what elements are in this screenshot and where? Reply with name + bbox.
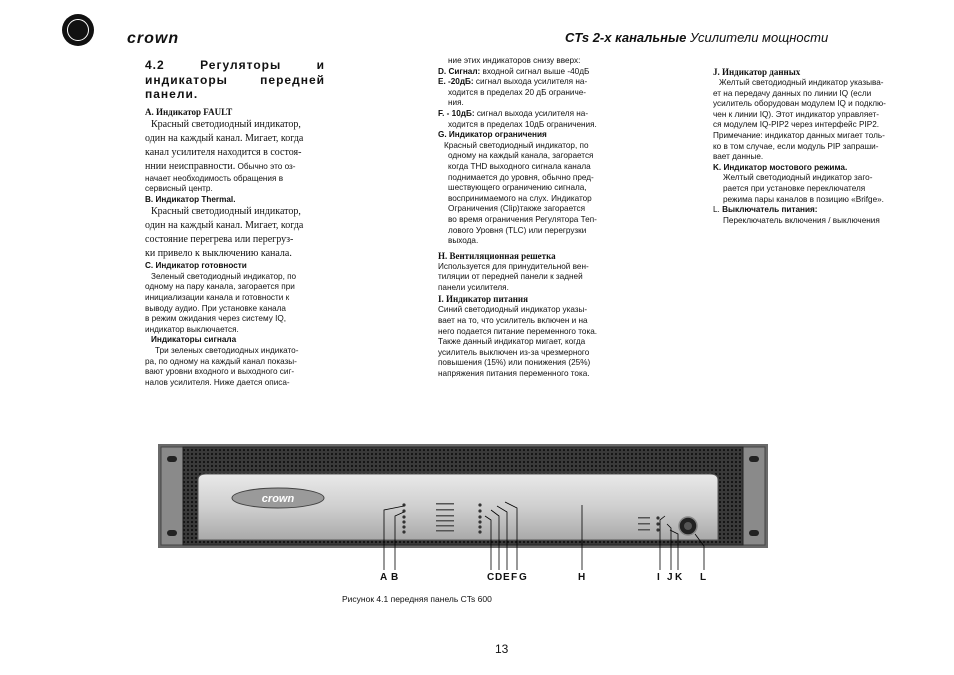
text-line: Примечание: индикатор данных мигает толь- xyxy=(713,130,885,140)
callout-letter-e: E xyxy=(503,572,510,583)
text-line: сервисный центр. xyxy=(145,184,213,194)
text-line: режима пары каналов в позицию «Brifge». xyxy=(723,194,884,204)
text-line: рается при установке переключателя xyxy=(723,183,866,193)
subheading-b: B. Индикатор Thermal. xyxy=(145,194,236,204)
text-line: ки привело к выключению канала. xyxy=(145,248,292,260)
text-line: инициализации канала и готовности к xyxy=(145,293,290,303)
text-line: налов усилителя. Ниже дается описа- xyxy=(145,377,290,387)
subheading-signal: Индикаторы сигнала xyxy=(151,335,237,345)
callout-letter-h: H xyxy=(578,572,586,583)
callout-lines xyxy=(375,500,715,574)
figure-caption: Рисунок 4.1 передняя панель CTs 600 xyxy=(342,594,492,604)
callout-letter-a: A xyxy=(380,572,388,583)
text-line: ходится в пределах 20 дБ ограниче- xyxy=(448,87,587,97)
text-line: Зеленый светодиодный индикатор, по xyxy=(151,271,297,281)
subheading-c: C. Индикатор готовности xyxy=(145,261,247,271)
callout-letter-c: C xyxy=(487,572,495,583)
text-line: ние этих индикаторов снизу вверх: xyxy=(448,56,581,65)
callout-letter-b: B xyxy=(391,572,399,583)
text-line: воспринимаемого на слух. Индикатор xyxy=(448,193,592,203)
text-line: Ограничения (Clip)также загорается xyxy=(448,204,586,214)
text-line: ходится в пределах 10дБ ограничения. xyxy=(448,119,597,129)
column-3 xyxy=(713,66,908,226)
text-line: Используется для принудительной вен- xyxy=(438,261,589,271)
text-line: одному на пару канала, загорается при xyxy=(145,282,295,292)
subheading-k: K. Индикатор мостового режима. xyxy=(713,162,848,172)
text-line: вает на то, что усилитель включен и на xyxy=(438,316,588,326)
text-line: поднимается до уровня, обычно пред- xyxy=(448,172,594,182)
text-line: Красный светодиодный индикатор, xyxy=(151,118,301,130)
text-line: Также данный индикатор мигает, когда xyxy=(438,337,586,347)
text-line: Желтый светодиодный индикатор заго- xyxy=(723,173,873,183)
subheading-j: J. Индикатор данных xyxy=(713,67,801,77)
section-heading: индикаторы передней xyxy=(145,72,325,87)
text-line: когда THD выходного сигнала канала xyxy=(448,161,591,171)
text-line: Красный светодиодный индикатор, по xyxy=(444,140,589,150)
callout-letter-j: J xyxy=(667,572,673,583)
text-line: D. Сигнал: входной сигнал выше -40дБ xyxy=(438,66,590,76)
callout-letter-l: L xyxy=(700,572,707,583)
text-line: Красный светодиодный индикатор, xyxy=(151,206,301,218)
text-line: тиляции от передней панели к задней xyxy=(438,272,583,282)
text-line: ко в том случае, если модуль PIP запраши- xyxy=(713,141,879,151)
text-line: вают уровни входного и выходного сиг- xyxy=(145,367,295,377)
subheading-h: H. Вентиляционная решетка xyxy=(438,250,556,261)
brand-logo: crown xyxy=(127,30,180,47)
text-line: лового Уровня (TLC) или перегрузки xyxy=(448,225,587,235)
text-line: Три зеленых светодиодных индикато- xyxy=(155,346,299,356)
text-line: вает данные. xyxy=(713,152,764,162)
text-line: ет на передачу данных по линии IQ (если xyxy=(713,88,872,98)
text-line: индикатор выключается. xyxy=(145,324,239,334)
callout-letter-k: K xyxy=(675,572,683,583)
page-header-title: CTs 2-х канальные Усилители мощности xyxy=(565,30,829,45)
text-line: ра, по одному на каждый канал показы- xyxy=(145,356,297,366)
text-line: E. -20дБ: сигнал выхода усилителя на- xyxy=(438,77,588,87)
column-1 xyxy=(145,58,325,388)
text-line: Переключатель включения / выключения xyxy=(723,215,880,225)
section-heading: 4.2 Регуляторы и xyxy=(145,58,325,72)
text-line: F. - 10дБ: сигнал выхода усилителя на- xyxy=(438,108,589,118)
callout-letter-d: D xyxy=(495,572,503,583)
subheading-g: G. Индикатор ограничения xyxy=(438,130,547,140)
text-line: панели усилителя. xyxy=(438,282,509,292)
column-2 xyxy=(438,56,616,380)
text-line: шествующего ограничению сигнала, xyxy=(448,183,587,193)
text-line: напряжения питания переменного тока. xyxy=(438,369,590,379)
text-line: выводу аудио. При установке канала xyxy=(145,303,286,313)
text-line: Желтый светодиодный индикатор указыва- xyxy=(719,78,884,87)
text-line: начает необходимость обращения в xyxy=(145,173,284,183)
text-line: чен к линии IQ). Этот индикатор управляет- xyxy=(713,109,880,119)
text-line: один на каждый канал. Мигает, когда xyxy=(145,132,304,144)
text-line: выхода. xyxy=(448,236,479,246)
section-heading: панели. xyxy=(145,87,199,101)
text-line: ннии неисправности. Обычно это оз- xyxy=(145,160,296,172)
crown-seal-logo xyxy=(62,14,94,46)
text-line: повышения (15%) или понижения (25%) xyxy=(438,358,591,368)
text-line: Синий светодиодный индикатор указы- xyxy=(438,305,588,315)
text-line: усилитель выключен из-за чрезмерного xyxy=(438,347,590,357)
callout-letter-f: F xyxy=(511,572,518,583)
text-line: во время ограничения Регулятора Теп- xyxy=(448,214,597,224)
text-line: один на каждый канал. Мигает, когда xyxy=(145,220,304,232)
text-line: ния. xyxy=(448,98,464,108)
subheading-l: L. Выключатель питания: xyxy=(713,205,818,215)
subheading-a: A. Индикатор FAULT xyxy=(145,106,233,117)
subheading-i: I. Индикатор питания xyxy=(438,294,528,305)
callout-letter-g: G xyxy=(519,572,527,583)
callout-letter-i: I xyxy=(657,572,660,583)
text-line: ся модулем IQ-PIP2 через интерфейс PIP2. xyxy=(713,120,880,130)
text-line: одному на каждый канала, загорается xyxy=(448,151,594,161)
text-line: канал усилителя находится в состоя- xyxy=(145,146,302,158)
text-line: усилитель оборудован модулем IQ и подклю- xyxy=(713,99,886,109)
page-number: 13 xyxy=(495,642,509,656)
text-line: в режим ожидания через систему IQ, xyxy=(145,314,286,324)
text-line: состояние перегрева или перегруз- xyxy=(145,234,294,246)
panel-brand-text: crown xyxy=(261,493,295,505)
text-line: него подается питание переменного тока. xyxy=(438,326,598,336)
